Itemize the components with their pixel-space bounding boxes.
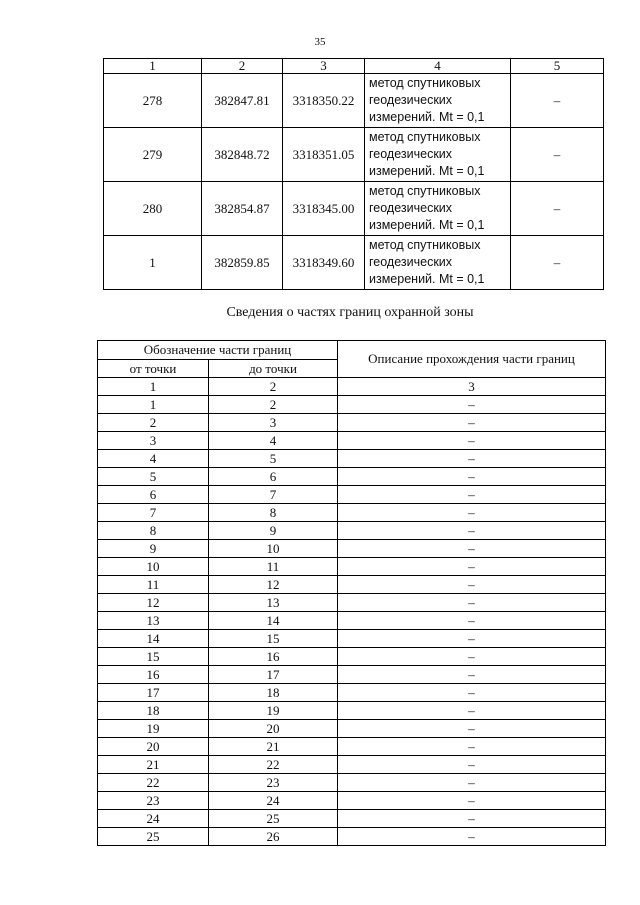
table-row — [98, 450, 606, 468]
table-row — [98, 810, 606, 828]
table-row — [104, 128, 604, 182]
table-row — [98, 522, 606, 540]
boundary-description: – — [338, 414, 606, 432]
coordinate-x: 382854.87 — [202, 182, 283, 236]
to-point: 12 — [209, 576, 338, 594]
boundary-description: – — [338, 576, 606, 594]
table-row — [98, 720, 606, 738]
boundary-description: – — [338, 792, 606, 810]
to-point: 10 — [209, 540, 338, 558]
method-line: геодезических — [369, 201, 453, 215]
table-row — [104, 74, 604, 128]
note: – — [511, 128, 604, 182]
coordinate-y: 3318349.60 — [283, 236, 365, 290]
boundary-description: – — [338, 468, 606, 486]
coordinates-table — [103, 58, 604, 290]
from-point: 23 — [98, 792, 209, 810]
boundary-description: – — [338, 504, 606, 522]
boundary-description: – — [338, 810, 606, 828]
to-point: 25 — [209, 810, 338, 828]
to-point: 16 — [209, 648, 338, 666]
table-row — [98, 396, 606, 414]
from-point: 21 — [98, 756, 209, 774]
boundary-description: – — [338, 648, 606, 666]
to-point: 21 — [209, 738, 338, 756]
to-point: 20 — [209, 720, 338, 738]
point-number: 280 — [104, 182, 202, 236]
boundary-description: – — [338, 828, 606, 846]
point-number: 279 — [104, 128, 202, 182]
boundary-description: – — [338, 630, 606, 648]
boundary-description: – — [338, 720, 606, 738]
to-point: 26 — [209, 828, 338, 846]
method-line: геодезических — [369, 147, 453, 161]
coordinate-y: 3318345.00 — [283, 182, 365, 236]
to-point: 13 — [209, 594, 338, 612]
boundary-description: – — [338, 756, 606, 774]
coordinates-table-header — [104, 59, 604, 74]
table-row — [98, 432, 606, 450]
from-point: 2 — [98, 414, 209, 432]
point-number: 278 — [104, 74, 202, 128]
from-point: 14 — [98, 630, 209, 648]
parts-table-column-numbers — [98, 378, 606, 396]
description-header: Описание прохождения части границ — [338, 341, 606, 378]
from-point: 1 — [98, 396, 209, 414]
boundary-description: – — [338, 486, 606, 504]
from-point: 22 — [98, 774, 209, 792]
from-point: 7 — [98, 504, 209, 522]
from-point: 6 — [98, 486, 209, 504]
point-number: 1 — [104, 236, 202, 290]
boundary-description: – — [338, 396, 606, 414]
method-description — [365, 182, 511, 236]
boundary-description: – — [338, 558, 606, 576]
from-point: 15 — [98, 648, 209, 666]
from-point: 3 — [98, 432, 209, 450]
column-number: 5 — [511, 59, 604, 74]
boundary-description: – — [338, 432, 606, 450]
table-row — [98, 630, 606, 648]
table-row — [98, 558, 606, 576]
page-number: 35 — [314, 36, 326, 48]
table-row — [98, 648, 606, 666]
to-point: 2 — [209, 396, 338, 414]
boundary-description: – — [338, 612, 606, 630]
note: – — [511, 182, 604, 236]
method-line: измерений. Mt = 0,1 — [369, 110, 485, 124]
boundary-description: – — [338, 702, 606, 720]
to-point: 17 — [209, 666, 338, 684]
to-point: 6 — [209, 468, 338, 486]
coordinate-x: 382859.85 — [202, 236, 283, 290]
boundary-description: – — [338, 594, 606, 612]
table-row — [104, 182, 604, 236]
to-point: 14 — [209, 612, 338, 630]
method-line: измерений. Mt = 0,1 — [369, 272, 485, 286]
to-point: 15 — [209, 630, 338, 648]
to-point: 24 — [209, 792, 338, 810]
note: – — [511, 236, 604, 290]
from-point: 4 — [98, 450, 209, 468]
table-row — [98, 414, 606, 432]
boundary-description: – — [338, 522, 606, 540]
from-point: 13 — [98, 612, 209, 630]
from-point: 10 — [98, 558, 209, 576]
from-point: 18 — [98, 702, 209, 720]
section-title: Сведения о частях границ охранной зоны — [226, 305, 474, 320]
to-point-header: до точки — [209, 360, 338, 378]
table-row — [98, 828, 606, 846]
column-number: 3 — [338, 378, 606, 396]
parts-table-header — [98, 341, 606, 360]
table-row — [98, 792, 606, 810]
boundary-description: – — [338, 738, 606, 756]
from-point: 8 — [98, 522, 209, 540]
coordinate-y: 3318350.22 — [283, 74, 365, 128]
to-point: 9 — [209, 522, 338, 540]
to-point: 23 — [209, 774, 338, 792]
method-line: метод спутниковых — [369, 238, 481, 252]
from-point: 19 — [98, 720, 209, 738]
column-number: 1 — [98, 378, 209, 396]
from-point: 20 — [98, 738, 209, 756]
to-point: 22 — [209, 756, 338, 774]
boundary-description: – — [338, 450, 606, 468]
method-line: геодезических — [369, 93, 453, 107]
table-row — [98, 738, 606, 756]
table-row — [98, 612, 606, 630]
method-line: метод спутниковых — [369, 130, 481, 144]
method-description — [365, 236, 511, 290]
from-point: 17 — [98, 684, 209, 702]
coordinate-x: 382847.81 — [202, 74, 283, 128]
boundary-description: – — [338, 540, 606, 558]
method-description — [365, 128, 511, 182]
from-point: 24 — [98, 810, 209, 828]
method-line: измерений. Mt = 0,1 — [369, 218, 485, 232]
method-line: измерений. Mt = 0,1 — [369, 164, 485, 178]
boundary-parts-table — [97, 340, 606, 846]
to-point: 18 — [209, 684, 338, 702]
table-row — [98, 468, 606, 486]
to-point: 3 — [209, 414, 338, 432]
from-point-header: от точки — [98, 360, 209, 378]
table-row — [98, 702, 606, 720]
from-point: 11 — [98, 576, 209, 594]
to-point: 8 — [209, 504, 338, 522]
column-number: 3 — [283, 59, 365, 74]
table-row — [98, 540, 606, 558]
from-point: 16 — [98, 666, 209, 684]
table-row — [104, 236, 604, 290]
to-point: 19 — [209, 702, 338, 720]
coordinate-x: 382848.72 — [202, 128, 283, 182]
to-point: 11 — [209, 558, 338, 576]
note: – — [511, 74, 604, 128]
table-row — [98, 504, 606, 522]
from-point: 12 — [98, 594, 209, 612]
table-row — [98, 684, 606, 702]
method-line: метод спутниковых — [369, 184, 481, 198]
from-point: 9 — [98, 540, 209, 558]
table-row — [98, 594, 606, 612]
boundary-description: – — [338, 774, 606, 792]
column-number: 2 — [202, 59, 283, 74]
method-description — [365, 74, 511, 128]
boundary-description: – — [338, 666, 606, 684]
table-row — [98, 756, 606, 774]
coordinate-y: 3318351.05 — [283, 128, 365, 182]
designation-header: Обозначение части границ — [98, 341, 338, 360]
table-row — [98, 774, 606, 792]
to-point: 4 — [209, 432, 338, 450]
from-point: 25 — [98, 828, 209, 846]
to-point: 7 — [209, 486, 338, 504]
table-row — [98, 486, 606, 504]
method-line: геодезических — [369, 255, 453, 269]
column-number: 4 — [365, 59, 511, 74]
column-number: 1 — [104, 59, 202, 74]
table-row — [98, 576, 606, 594]
to-point: 5 — [209, 450, 338, 468]
from-point: 5 — [98, 468, 209, 486]
table-row — [98, 666, 606, 684]
method-line: метод спутниковых — [369, 76, 481, 90]
boundary-description: – — [338, 684, 606, 702]
column-number: 2 — [209, 378, 338, 396]
